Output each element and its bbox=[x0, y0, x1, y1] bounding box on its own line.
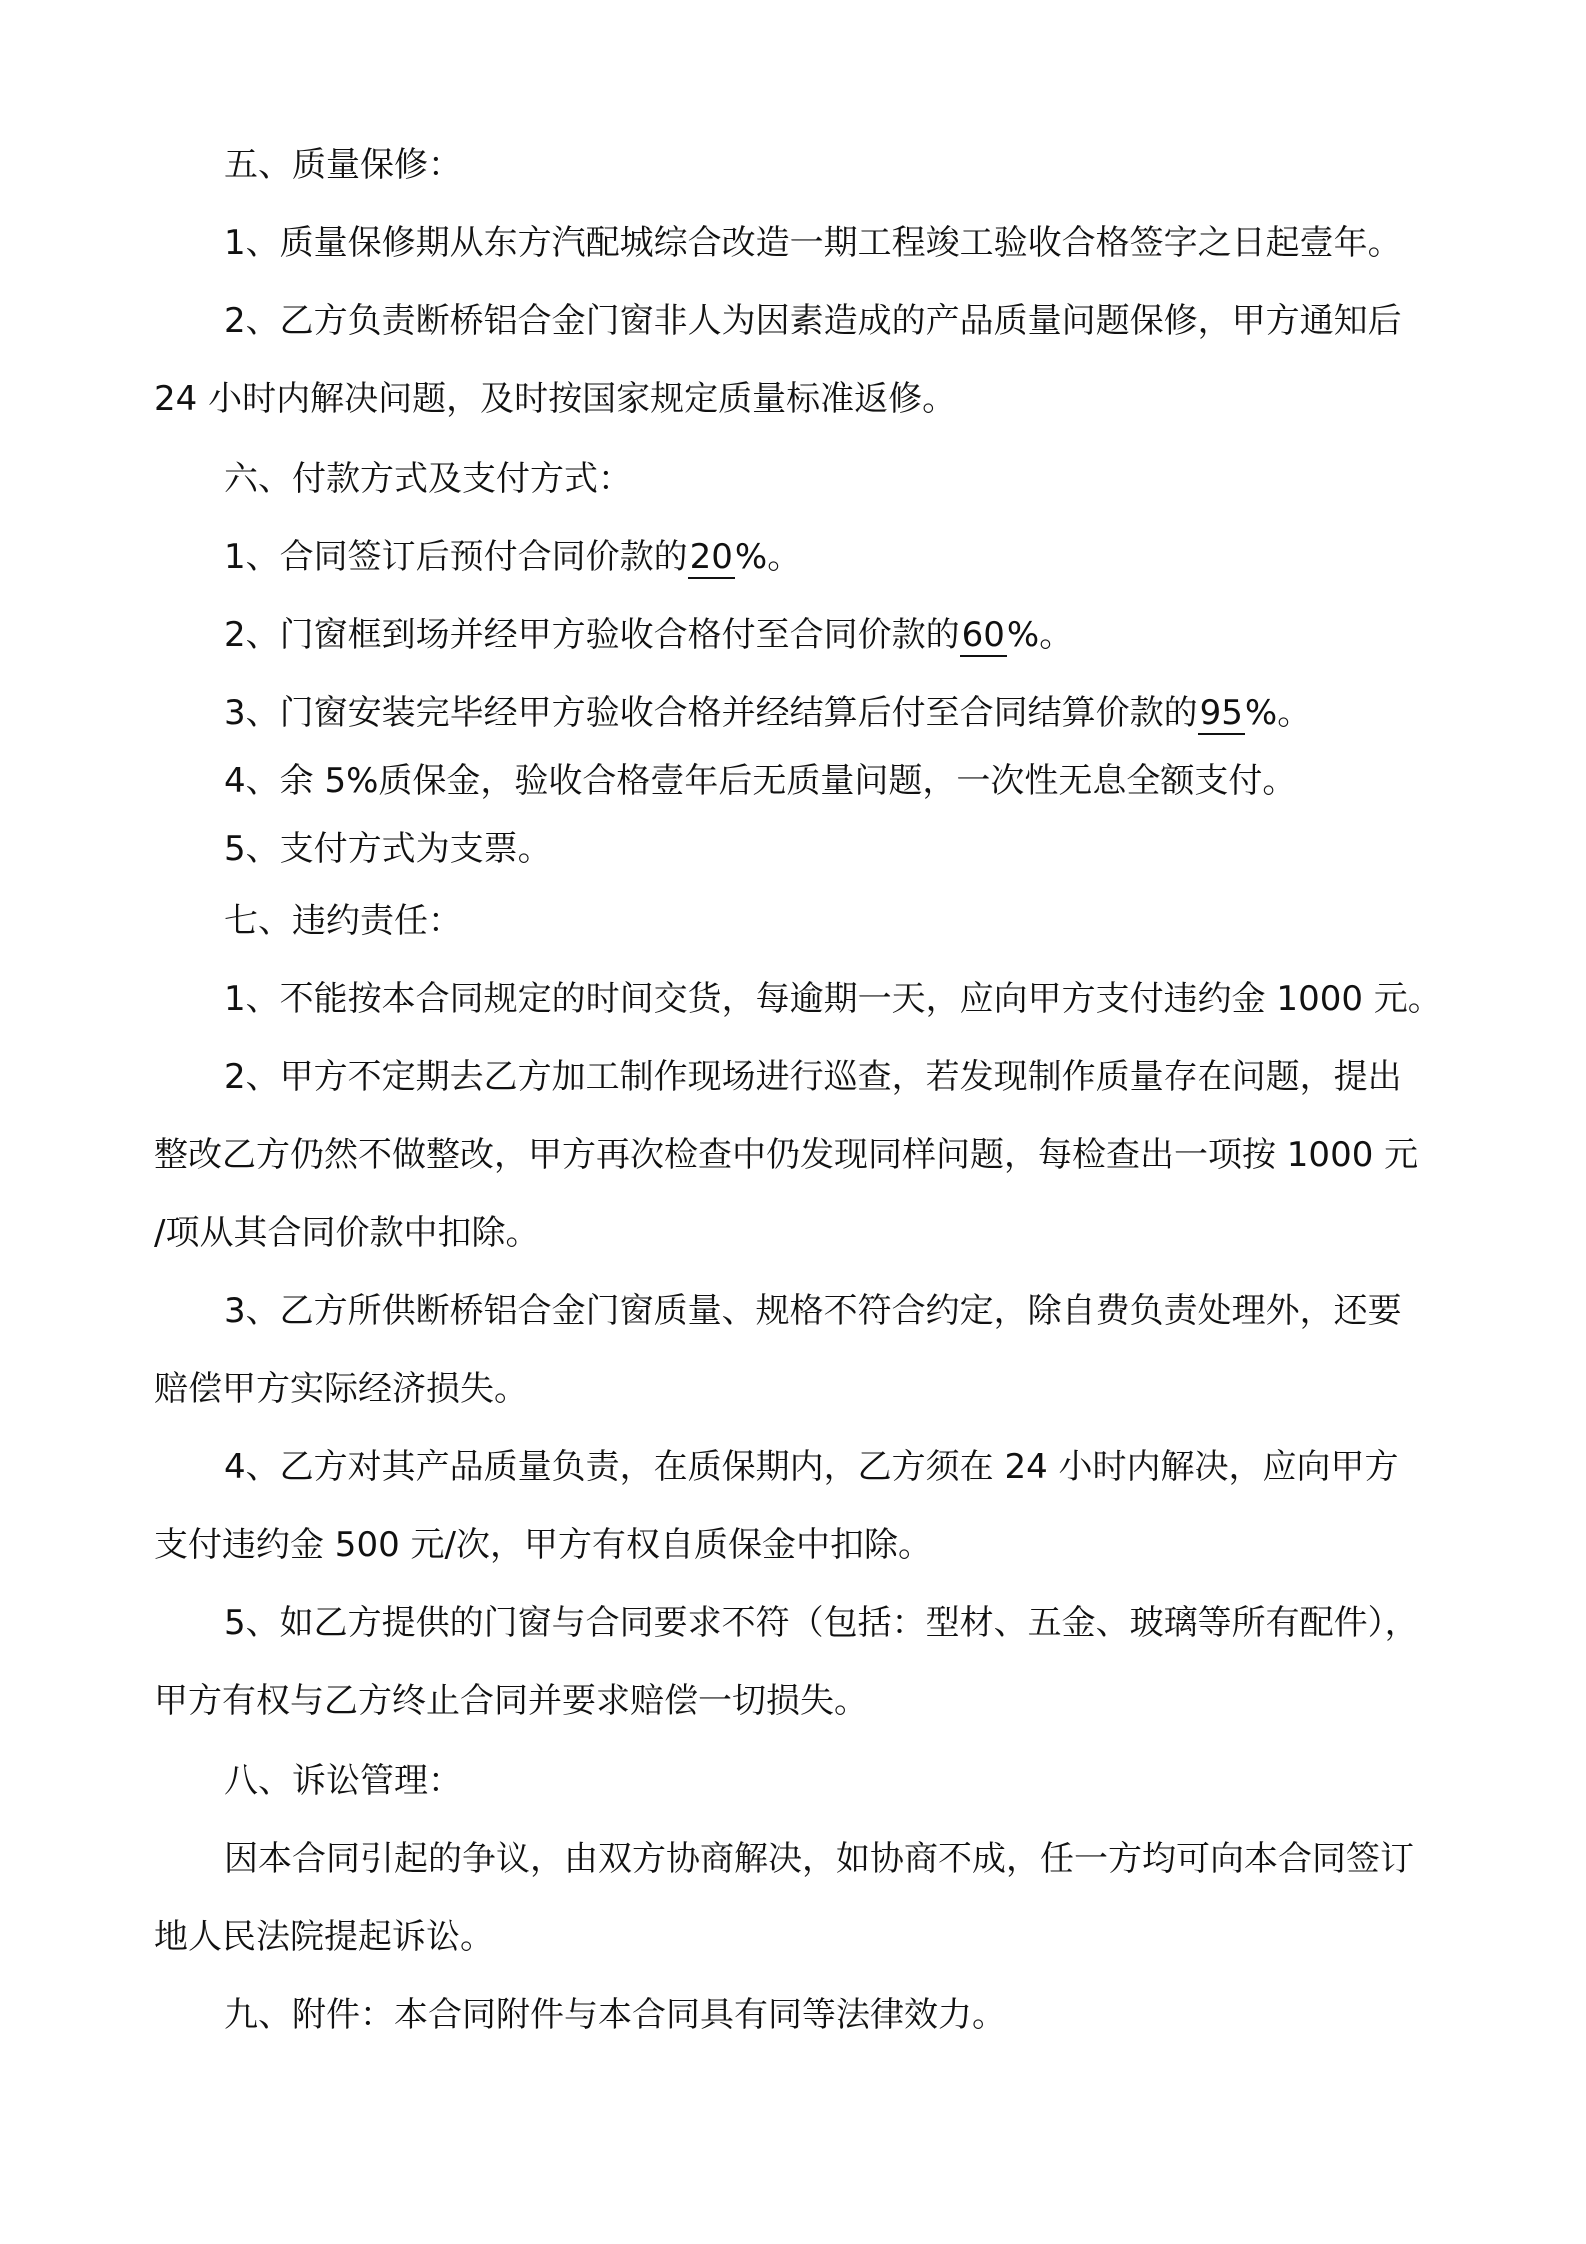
payment-frame-suffix: %。 bbox=[1006, 615, 1074, 655]
clause-payment-retention: 4、余 5%质保金，验收合格壹年后无质量问题，一次性无息全额支付。 bbox=[224, 761, 1297, 801]
clause-termination-line1: 5、如乙方提供的门窗与合同要求不符（包括：型材、五金、玻璃等所有配件）， bbox=[224, 1603, 1419, 1643]
clause-nonconformity-line1: 3、乙方所供断桥铝合金门窗质量、规格不符合约定，除自费负责处理外，还要 bbox=[224, 1291, 1402, 1331]
clause-inspection-line1: 2、甲方不定期去乙方加工制作现场进行巡查，若发现制作质量存在问题，提出 bbox=[224, 1057, 1402, 1097]
clause-product-quality-line1: 4、乙方对其产品质量负责，在质保期内，乙方须在 24 小时内解决，应向甲方 bbox=[224, 1447, 1399, 1487]
document-body bbox=[154, 140, 1450, 2040]
clause-inspection-line3: /项从其合同价款中扣除。 bbox=[154, 1213, 540, 1253]
payment-advance-percent: 20 bbox=[689, 537, 733, 577]
clause-product-quality-line2: 支付违约金 500 元/次，甲方有权自质保金中扣除。 bbox=[154, 1525, 932, 1565]
clause-termination-line2: 甲方有权与乙方终止合同并要求赔偿一切损失。 bbox=[154, 1681, 868, 1721]
clause-litigation-line2: 地人民法院提起诉讼。 bbox=[154, 1917, 494, 1957]
clause-payment-installation bbox=[154, 688, 1450, 738]
payment-install-percent: 95 bbox=[1199, 693, 1243, 733]
clause-litigation-line1: 因本合同引起的争议，由双方协商解决，如协商不成，任一方均可向本合同签订 bbox=[224, 1839, 1414, 1879]
clause-warranty-repair-line2: 24 小时内解决问题，及时按国家规定质量标准返修。 bbox=[154, 379, 957, 419]
clause-late-delivery: 1、不能按本合同规定的时间交货，每逾期一天，应向甲方支付违约金 1000 元。 bbox=[224, 979, 1442, 1019]
clause-inspection-line2: 整改乙方仍然不做整改，甲方再次检查中仍发现同样问题，每检查出一项按 1000 元 bbox=[154, 1135, 1419, 1175]
payment-install-suffix: %。 bbox=[1244, 693, 1312, 733]
clause-warranty-period: 1、质量保修期从东方汽配城综合改造一期工程竣工验收合格签字之日起壹年。 bbox=[224, 223, 1402, 263]
clause-warranty-repair-line1: 2、乙方负责断桥铝合金门窗非人为因素造成的产品质量问题保修，甲方通知后 bbox=[224, 301, 1402, 341]
clause-payment-frame-arrival bbox=[154, 610, 1450, 660]
payment-install-text: 3、门窗安装完毕经甲方验收合格并经结算后付至合同结算价款的 bbox=[224, 693, 1198, 733]
payment-advance-text: 1、合同签订后预付合同价款的 bbox=[224, 537, 688, 577]
clause-payment-method: 5、支付方式为支票。 bbox=[224, 829, 552, 869]
section-heading-liability: 七、违约责任： bbox=[224, 901, 462, 941]
payment-advance-suffix: %。 bbox=[734, 537, 802, 577]
section-heading-quality-warranty: 五、质量保修： bbox=[224, 145, 462, 185]
section-heading-attachments: 九、附件：本合同附件与本合同具有同等法律效力。 bbox=[224, 1995, 1006, 2035]
clause-nonconformity-line2: 赔偿甲方实际经济损失。 bbox=[154, 1369, 528, 1409]
payment-frame-text: 2、门窗框到场并经甲方验收合格付至合同价款的 bbox=[224, 615, 960, 655]
payment-frame-percent: 60 bbox=[961, 615, 1005, 655]
section-heading-payment: 六、付款方式及支付方式： bbox=[224, 459, 632, 499]
section-heading-litigation: 八、诉讼管理： bbox=[224, 1761, 462, 1801]
clause-payment-advance bbox=[154, 532, 1450, 582]
